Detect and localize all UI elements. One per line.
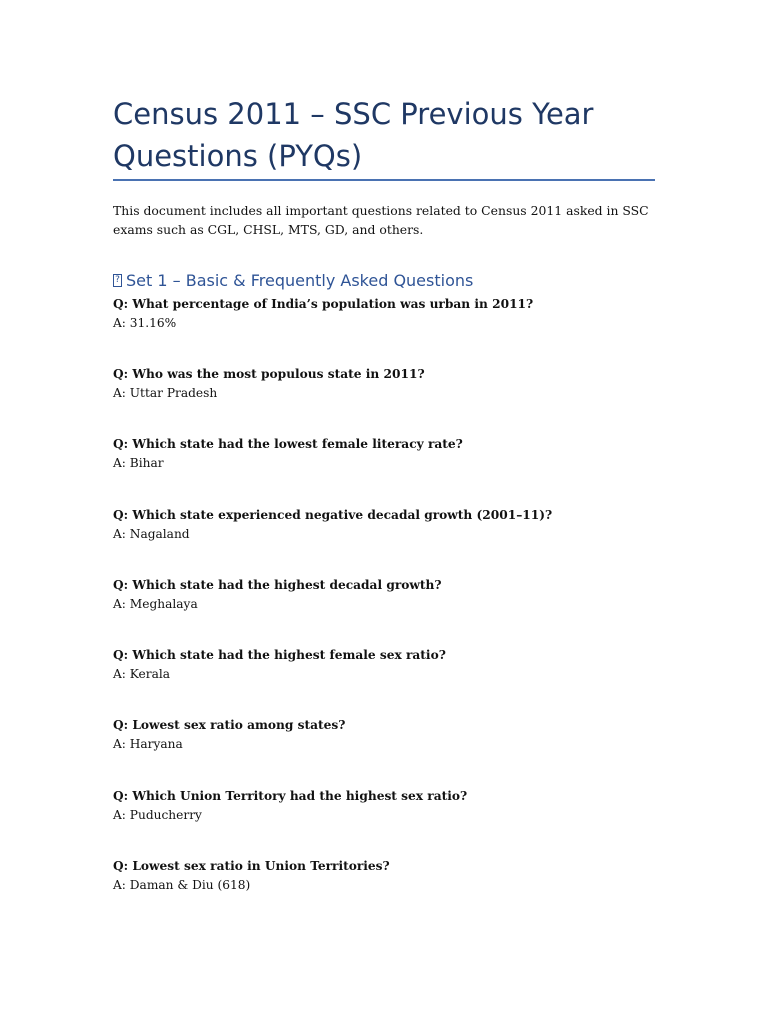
answer-text: A: 31.16% — [113, 316, 177, 330]
question-text: Q: Who was the most populous state in 2011? — [113, 367, 425, 381]
answer-text: A: Haryana — [113, 737, 183, 751]
qa-item — [113, 716, 655, 754]
page-title: Census 2011 – SSC Previous Year Questions (PYQs) — [113, 97, 594, 173]
answer-text: A: Daman & Diu (618) — [113, 878, 251, 892]
answer-text: A: Nagaland — [113, 527, 190, 541]
section-heading — [113, 270, 655, 292]
intro-paragraph: This document includes all important questions related to Census 2011 asked in SSC exams such as CGL, CHSL, MTS, GD, and others. — [113, 203, 649, 237]
qa-item — [113, 295, 655, 333]
question-text: Q: Which state had the lowest female literacy rate? — [113, 437, 463, 451]
answer-text: A: Puducherry — [113, 808, 202, 822]
qa-item — [113, 857, 655, 895]
qa-item — [113, 435, 655, 473]
qa-item — [113, 506, 655, 544]
qa-item — [113, 576, 655, 614]
title-underline-divider — [113, 179, 655, 181]
question-text: Q: Which state had the highest female sex ratio? — [113, 648, 446, 662]
qa-item — [113, 787, 655, 825]
question-text: Q: Which state had the highest decadal growth? — [113, 578, 442, 592]
question-text: Q: Which state experienced negative decadal growth (2001–11)? — [113, 508, 553, 522]
section-heading-text: Set 1 – Basic & Frequently Asked Questions — [126, 271, 474, 290]
answer-text: A: Meghalaya — [113, 597, 198, 611]
missing-glyph-icon — [113, 274, 122, 287]
question-text: Q: Which Union Territory had the highest sex ratio? — [113, 789, 468, 803]
answer-text: A: Bihar — [113, 456, 164, 470]
answer-text: A: Kerala — [113, 667, 171, 681]
qa-item — [113, 365, 655, 403]
question-text: Q: What percentage of India’s population was urban in 2011? — [113, 297, 534, 311]
question-text: Q: Lowest sex ratio in Union Territories? — [113, 859, 390, 873]
answer-text: A: Uttar Pradesh — [113, 386, 218, 400]
qa-item — [113, 646, 655, 684]
question-text: Q: Lowest sex ratio among states? — [113, 718, 346, 732]
